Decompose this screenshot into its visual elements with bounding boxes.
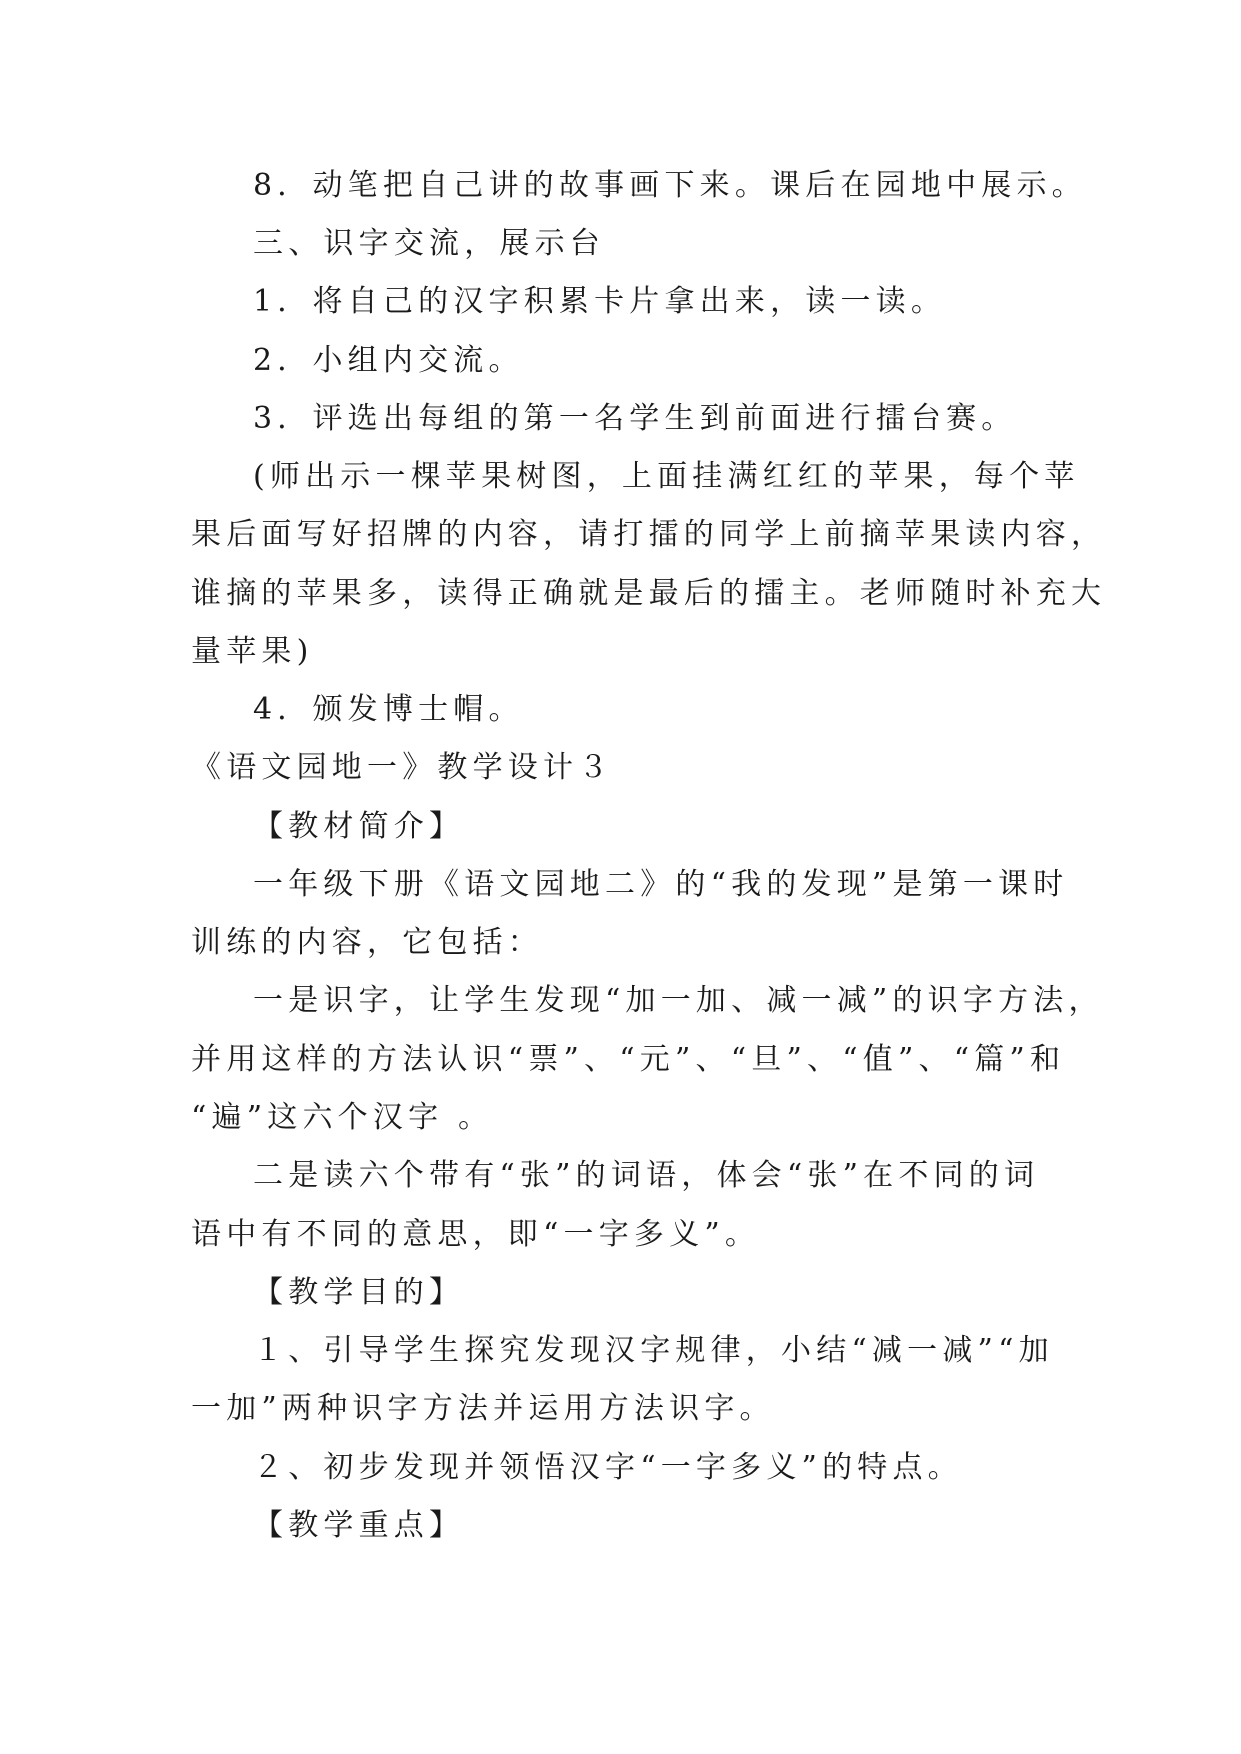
document-title: 《语文园地一》教学设计３	[191, 750, 614, 785]
text-line: 二是读六个带有“张”的词语，体会“张”在不同的词	[253, 1158, 1040, 1193]
text-line: “遍”这六个汉字 。	[191, 1100, 494, 1135]
text-line: 谁摘的苹果多，读得正确就是最后的擂主。老师随时补充大	[191, 576, 1107, 611]
section-heading: 三、识字交流，展示台	[253, 226, 605, 261]
text-line: 3．评选出每组的第一名学生到前面进行擂台赛。	[253, 401, 1017, 436]
section-heading: 【教学重点】	[253, 1508, 465, 1543]
text-line: 果后面写好招牌的内容，请打擂的同学上前摘苹果读内容，	[191, 517, 1107, 552]
text-line: 并用这样的方法认识“票”、“元”、“旦”、“值”、“篇”和	[191, 1042, 1066, 1077]
section-heading: 【教学目的】	[253, 1275, 465, 1310]
text-line: 训练的内容，它包括：	[191, 925, 543, 960]
text-line: 一是识字，让学生发现“加一加、减一减”的识字方法，	[253, 983, 1104, 1018]
text-line: 一年级下册《语文园地二》的“我的发现”是第一课时	[253, 867, 1069, 902]
section-heading: 【教材简介】	[253, 809, 465, 844]
text-line: (师出示一棵苹果树图，上面挂满红红的苹果，每个苹	[253, 459, 1080, 494]
text-line: 量苹果)	[191, 634, 314, 669]
text-line: ２、初步发现并领悟汉字“一字多义”的特点。	[253, 1450, 963, 1485]
text-line: 1．将自己的汉字积累卡片拿出来，读一读。	[253, 284, 947, 319]
text-line: １、引导学生探究发现汉字规律，小结“减一减”“加	[253, 1333, 1054, 1368]
text-line: 语中有不同的意思，即“一字多义”。	[191, 1217, 761, 1252]
text-line: 一加”两种识字方法并运用方法识字。	[191, 1391, 775, 1426]
text-line: 2．小组内交流。	[253, 343, 524, 378]
text-line: 4．颁发博士帽。	[253, 692, 524, 727]
text-line: 8．动笔把自己讲的故事画下来。课后在园地中展示。	[253, 168, 1087, 203]
